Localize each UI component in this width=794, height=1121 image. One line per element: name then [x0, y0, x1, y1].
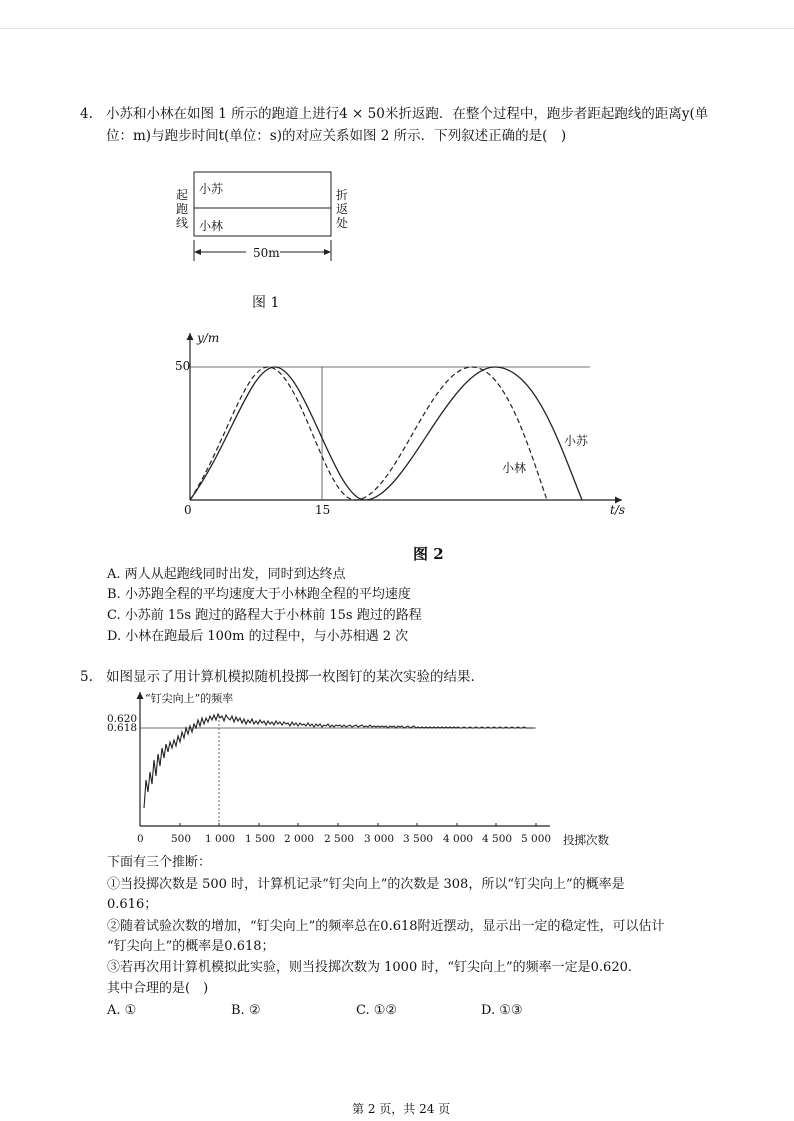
chart5-x-tick: 3 500	[403, 833, 434, 845]
lin-curve	[190, 367, 547, 500]
q5-choice-a[interactable]: A. ①	[107, 1003, 137, 1018]
chart5-x-tick: 4 500	[482, 833, 513, 845]
q5-choice-b[interactable]: B. ②	[231, 1003, 261, 1018]
q4-stem-line2: 位：m)与跑步时间t(单位：s)的对应关系如图 2 所示．下列叙述正确的是( )	[106, 128, 567, 144]
q5-statement-2-line2: “钉尖向上”的概率是0.618；	[107, 939, 275, 954]
chart5-x-tick: 2 500	[324, 833, 355, 845]
chart5-x-tick: 500	[171, 833, 192, 845]
chart5-x-tick: 4 000	[443, 833, 474, 845]
q4-option-a[interactable]: A. 两人从起跑线同时出发，同时到达终点	[107, 567, 346, 582]
chart5-x-tick: 5 000	[521, 833, 552, 845]
q5-statement-1-line2: 0.616；	[107, 897, 158, 912]
figure2-caption: 图 2	[413, 545, 444, 563]
lane-lin-label: 小林	[199, 219, 224, 233]
lane-su-label: 小苏	[199, 182, 224, 196]
q4-number: 4.	[80, 106, 93, 122]
chart5-y-tick-0618: 0.618	[107, 722, 138, 734]
frequency-chart	[100, 688, 620, 853]
q4-option-d[interactable]: D. 小林在跑最后 100m 的过程中，与小苏相遇 2 次	[107, 629, 409, 644]
q5-intro: 下面有三个推断：	[107, 855, 212, 870]
q5-choice-c[interactable]: C. ①②	[356, 1003, 398, 1018]
graph2-x-tick-15: 15	[315, 503, 331, 517]
chart5-x-tick: 1 000	[205, 833, 236, 845]
q5-number: 5.	[80, 669, 93, 685]
track-width-label: 50m	[253, 246, 280, 260]
graph2-lin-label: 小林	[502, 461, 527, 475]
chart5-x-tick: 0	[137, 833, 144, 845]
q5-statement-3: ③若再次用计算机模拟此实验，则当投掷次数为 1000 时，“钉尖向上”的频率一定是0.620.	[107, 960, 632, 975]
chart5-x-label: 投掷次数	[563, 833, 609, 847]
graph2-y-tick-50: 50	[175, 359, 191, 373]
start-line-label: 起跑线	[176, 188, 189, 230]
figure1-caption: 图 1	[252, 295, 280, 311]
chart5-x-tick: 2 000	[284, 833, 315, 845]
figure2-graph	[150, 325, 640, 525]
q5-stem: 如图显示了用计算机模拟随机投掷一枚图钉的某次实验的结果.	[106, 669, 475, 685]
graph2-y-label: y/m	[197, 331, 220, 345]
q5-choice-d[interactable]: D. ①③	[481, 1003, 523, 1018]
chart5-x-tick: 3 000	[364, 833, 395, 845]
q5-question: 其中合理的是( )	[107, 981, 209, 996]
q4-option-b[interactable]: B. 小苏跑全程的平均速度大于小林跑全程的平均速度	[107, 587, 411, 602]
chart5-x-tick: 1 500	[245, 833, 276, 845]
su-curve	[190, 367, 582, 500]
graph2-origin: 0	[184, 503, 192, 517]
page-footer: 第 2 页，共 24 页	[352, 1102, 451, 1116]
graph2-x-label: t/s	[610, 503, 626, 517]
turn-point-label: 折返处	[336, 188, 349, 230]
chart5-y-tick-0620: 0.620	[107, 713, 138, 725]
q5-statement-2-line1: ②随着试验次数的增加，“钉尖向上”的频率总在0.618附近摆动，显示出一定的稳定性，可以估计	[107, 919, 665, 934]
q4-stem-line1: 小苏和小林在如图 1 所示的跑道上进行4 × 50米折返跑．在整个过程中，跑步者距起跑线的距离y(单	[106, 106, 709, 122]
chart5-y-label: “钉尖向上”的频率	[145, 692, 234, 705]
q5-statement-1-line1: ①当投掷次数是 500 时，计算机记录“钉尖向上”的次数是 308，所以“钉尖向上”的概率是	[107, 877, 625, 892]
graph2-su-label: 小苏	[564, 434, 589, 448]
page-top-rule	[0, 28, 794, 29]
q4-option-c[interactable]: C. 小苏前 15s 跑过的路程大于小林前 15s 跑过的路程	[107, 608, 422, 623]
